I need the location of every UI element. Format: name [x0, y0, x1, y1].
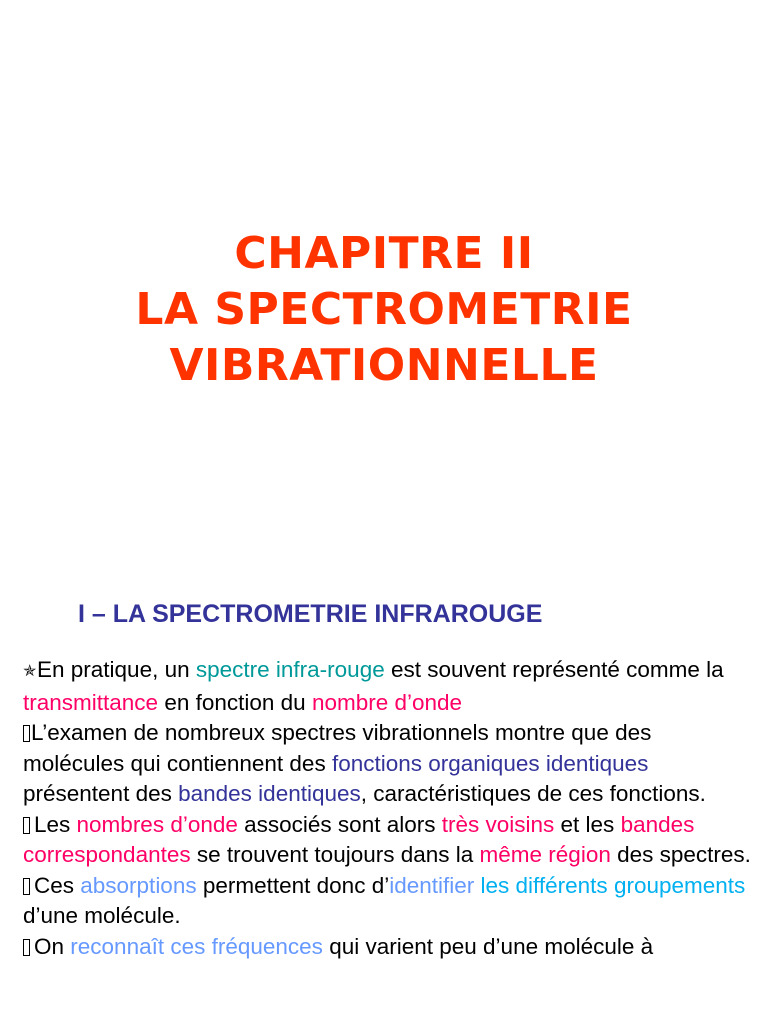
p3-term-nombres-onde: nombres d’onde: [76, 811, 238, 837]
p2-term-fonctions: fonctions organiques identiques: [331, 750, 649, 776]
missing-glyph-bullet-icon: [23, 939, 30, 956]
p5-text-c: qui varient peu d’une molécule à: [322, 933, 654, 959]
p3-text-c: associés sont alors: [237, 811, 442, 837]
p5-text-a: On: [34, 933, 71, 959]
missing-glyph-bullet-icon: [23, 725, 30, 742]
chapter-title-line-3: VIBRATIONNELLE: [169, 340, 599, 391]
p1-text-e: en fonction du: [158, 689, 312, 715]
chapter-title-line-2: LA SPECTROMETRIE: [135, 284, 633, 335]
chapter-title: [0, 226, 768, 394]
p5-term-frequences: reconnaît ces fréquences: [70, 933, 323, 959]
p1-text-a: En pratique, un: [37, 657, 196, 682]
p3-text-a: Les: [34, 811, 77, 837]
body-text: [23, 655, 758, 962]
p4-term-groupements: les différents groupements: [480, 872, 746, 898]
p2-text-e: , caractéristiques de ces fonctions.: [360, 781, 706, 806]
p2-text-c: présentent des: [23, 781, 179, 806]
chapter-title-line-1: CHAPITRE II: [234, 228, 534, 279]
paragraph-1: [23, 655, 758, 718]
p4-text-a: Ces: [34, 872, 81, 898]
paragraph-2: [23, 718, 758, 810]
missing-glyph-bullet-icon: [23, 878, 30, 895]
p1-term-nombre-onde: nombre d’onde: [311, 689, 463, 715]
p4-term-identifier: identifier: [389, 872, 475, 898]
p3-text-g: se trouvent toujours dans la: [190, 842, 480, 867]
paragraph-3: [23, 810, 758, 871]
missing-glyph-bullet-icon: [23, 817, 30, 834]
p2-text-a: L’examen de nombreux spectres vibrationnels montre que des molécules qui contiennent des: [23, 720, 652, 776]
p3-text-i: des spectres.: [610, 842, 751, 867]
star-bullet-icon: ✯: [23, 663, 37, 680]
p3-term-bandes: bandes correspondantes: [23, 811, 695, 867]
p1-text-c: est souvent représenté comme la: [384, 657, 724, 682]
p3-term-tres-voisins: très voisins: [441, 811, 555, 837]
p3-text-e: et les: [554, 811, 621, 837]
p1-term-spectre: spectre infra-rouge: [195, 657, 385, 682]
p4-term-absorptions: absorptions: [80, 872, 197, 898]
p4-text-g: d’une molécule.: [23, 903, 181, 928]
p3-term-meme-region: même région: [479, 842, 611, 867]
paragraph-4: [23, 871, 758, 932]
p1-term-transmittance: transmittance: [23, 689, 159, 715]
section-heading: I – LA SPECTROMETRIE INFRAROUGE: [78, 600, 543, 628]
p4-text-c: permettent donc d’: [196, 872, 390, 898]
p2-term-bandes: bandes identiques: [178, 781, 361, 806]
paragraph-5: [23, 932, 758, 963]
